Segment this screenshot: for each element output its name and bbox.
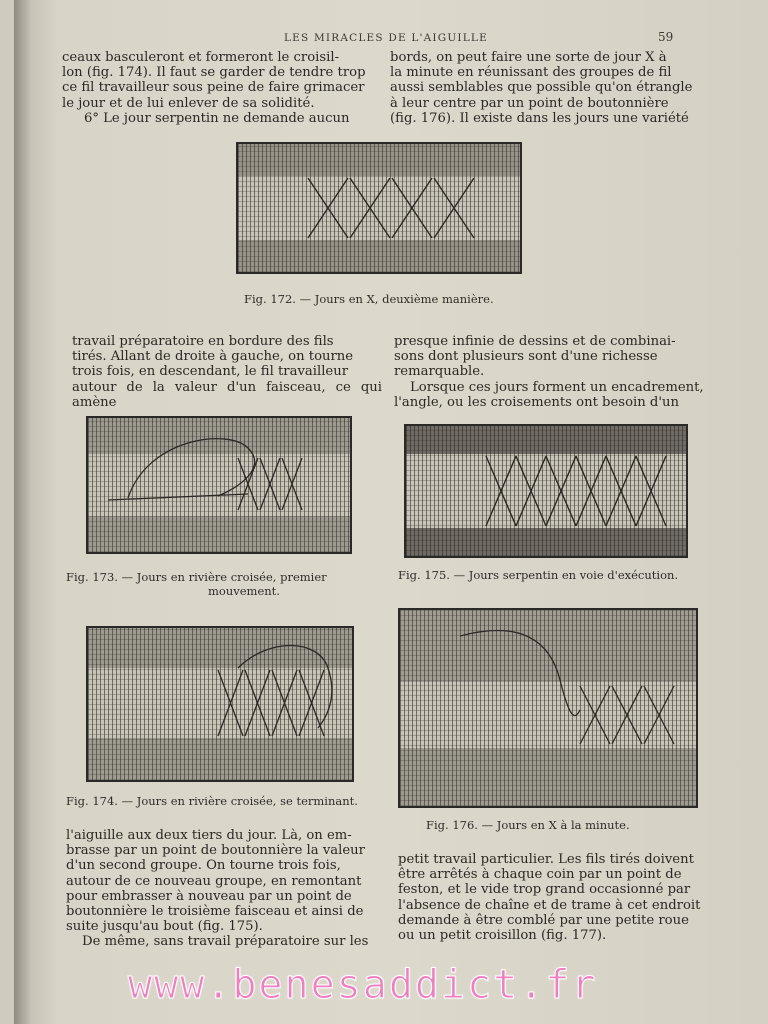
page-number: 59 bbox=[658, 30, 674, 44]
text-line: bords, on peut faire une sorte de jour X à bbox=[390, 50, 667, 65]
text-line: travail préparatoire en bordure des fils bbox=[72, 334, 334, 349]
text-line: autour de la valeur d'un faisceau, ce qui amène bbox=[72, 379, 382, 410]
running-head: LES MIRACLES DE L'AIGUILLE bbox=[284, 32, 488, 44]
text-line: suite jusqu'au bout (fig. 175). bbox=[66, 919, 263, 935]
text-line: être arrêtés à chaque coin par un point de bbox=[398, 867, 682, 883]
text-line: Lorsque ces jours forment un encadrement, bbox=[410, 379, 704, 395]
text-line: aussi semblables que possible qu'on étrangle bbox=[390, 80, 693, 96]
figure-173-illustration bbox=[86, 416, 352, 554]
text-line: l'absence de chaîne et de trame à cet endroit bbox=[398, 897, 701, 913]
text-line: demande à être comblé par une petite roue bbox=[398, 912, 689, 928]
text-line: brasse par un point de boutonnière la valeur bbox=[66, 843, 365, 859]
text-line: d'un second groupe. On tourne trois fois, bbox=[66, 858, 341, 874]
caption-fig-176: Fig. 176. — Jours en X à la minute. bbox=[426, 818, 630, 832]
text-line: presque infinie de dessins et de combinai- bbox=[394, 334, 676, 349]
text-line: tirés. Allant de droite à gauche, on tourne bbox=[72, 349, 354, 365]
text-line: petit travail particulier. Les fils tirés doivent bbox=[398, 852, 694, 867]
figure-175-drawing bbox=[406, 426, 686, 556]
figure-172-illustration bbox=[236, 142, 522, 274]
text-line: De même, sans travail préparatoire sur les bbox=[82, 934, 369, 950]
text-line: ce fil travailleur sous peine de faire grimacer bbox=[62, 80, 365, 96]
watermark-url: www.benesaddict.fr bbox=[128, 962, 598, 1008]
text-line: ceaux basculeront et formeront le croisil- bbox=[62, 50, 340, 65]
text-column-mid-left bbox=[72, 334, 382, 410]
text-line: pour embrasser à nouveau par un point de bbox=[66, 888, 352, 904]
text-column-bottom-right bbox=[398, 852, 708, 943]
figure-174-illustration bbox=[86, 626, 354, 782]
figure-175-illustration bbox=[404, 424, 688, 558]
figure-176-drawing bbox=[400, 610, 696, 806]
text-line: remarquable. bbox=[394, 364, 485, 380]
text-line: sons dont plusieurs sont d'une richesse bbox=[394, 349, 658, 365]
caption-fig-173-line: mouvement. bbox=[208, 584, 280, 598]
text-column-top-left bbox=[62, 50, 372, 126]
caption-fig-173-line: Fig. 173. — Jours en rivière croisée, premier bbox=[66, 570, 327, 584]
text-column-bottom-left bbox=[66, 828, 376, 950]
text-line: l'aiguille aux deux tiers du jour. Là, on em- bbox=[66, 828, 352, 843]
figure-173-drawing bbox=[88, 418, 350, 552]
text-line: à leur centre par un point de boutonnière bbox=[390, 95, 669, 111]
text-line: lon (fig. 174). Il faut se garder de tendre trop bbox=[62, 65, 366, 81]
text-line: ou un petit croisillon (fig. 177). bbox=[398, 928, 607, 944]
figure-174-drawing bbox=[88, 628, 352, 780]
text-line: la minute en réunissant des groupes de fil bbox=[390, 65, 672, 81]
caption-fig-172: Fig. 172. — Jours en X, deuxième manière. bbox=[244, 292, 494, 306]
text-line: trois fois, en descendant, le fil travailleur bbox=[72, 364, 349, 380]
text-column-mid-right bbox=[394, 334, 704, 410]
book-gutter bbox=[14, 0, 32, 1024]
caption-fig-175: Fig. 175. — Jours serpentin en voie d'exécution. bbox=[398, 568, 679, 582]
caption-fig-174: Fig. 174. — Jours en rivière croisée, se terminant. bbox=[66, 794, 358, 808]
figure-172-drawing bbox=[238, 144, 520, 272]
text-column-top-right bbox=[390, 50, 700, 126]
text-line: le jour et de lui enlever de sa solidité. bbox=[62, 95, 315, 111]
text-line: autour de ce nouveau groupe, en remontant bbox=[66, 873, 362, 889]
figure-176-illustration bbox=[398, 608, 698, 808]
text-line: boutonnière le troisième faisceau et ainsi de bbox=[66, 904, 364, 920]
text-line: 6° Le jour serpentin ne demande aucun bbox=[84, 110, 350, 126]
text-line: feston, et le vide trop grand occasionné par bbox=[398, 882, 691, 898]
caption-fig-173 bbox=[66, 570, 376, 598]
text-line: l'angle, ou les croisements ont besoin d'un bbox=[394, 394, 679, 410]
text-line: (fig. 176). Il existe dans les jours une variété bbox=[390, 110, 689, 126]
